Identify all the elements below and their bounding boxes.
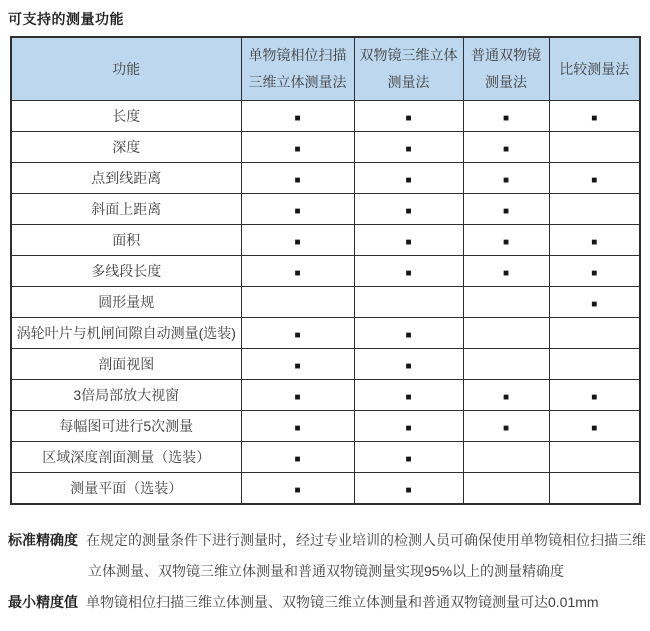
- support-mark-icon: ■: [502, 268, 510, 279]
- note-standard-accuracy-text-line1: 在规定的测量条件下进行测量时，经过专业培训的检测人员可确保使用单物镜相位扫描三维: [86, 532, 646, 548]
- support-mark-icon: ■: [294, 113, 301, 124]
- note-min-precision-label: 最小精度值: [8, 594, 78, 610]
- supported-cell: [549, 411, 640, 442]
- note-standard-accuracy-label: 标准精确度: [8, 532, 78, 548]
- support-mark-icon: ■: [405, 392, 412, 403]
- support-mark-icon: ■: [591, 175, 598, 186]
- unsupported-cell: [463, 473, 549, 505]
- function-label: 剖面视图: [11, 349, 241, 380]
- table-row: [11, 225, 640, 256]
- supported-cell: [463, 163, 549, 194]
- support-mark-icon: ■: [502, 237, 510, 248]
- function-label: 每幅图可进行5次测量: [11, 411, 241, 442]
- supported-cell: [549, 101, 640, 132]
- support-mark-icon: ■: [405, 268, 412, 279]
- supported-cell: [463, 225, 549, 256]
- supported-cell: [354, 473, 463, 505]
- column-header: 功能: [11, 37, 241, 101]
- supported-cell: [463, 380, 549, 411]
- unsupported-cell: [549, 132, 640, 163]
- measurement-functions-table: [10, 36, 641, 505]
- function-label: 点到线距离: [11, 163, 241, 194]
- function-label: 区域深度剖面测量（选装）: [11, 442, 241, 473]
- supported-cell: [463, 256, 549, 287]
- supported-cell: [241, 194, 354, 225]
- table-row: [11, 473, 640, 505]
- supported-cell: [354, 380, 463, 411]
- supported-cell: [354, 101, 463, 132]
- supported-cell: [549, 256, 640, 287]
- supported-cell: [241, 380, 354, 411]
- support-mark-icon: ■: [591, 392, 598, 403]
- supported-cell: [241, 256, 354, 287]
- support-mark-icon: ■: [294, 175, 301, 186]
- support-mark-icon: ■: [294, 392, 301, 403]
- unsupported-cell: [549, 318, 640, 349]
- unsupported-cell: [463, 349, 549, 380]
- note-min-precision: [8, 587, 650, 618]
- page-title: 可支持的测量功能: [8, 11, 124, 27]
- support-mark-icon: ■: [294, 144, 301, 155]
- support-mark-icon: ■: [405, 144, 412, 155]
- supported-cell: [354, 442, 463, 473]
- unsupported-cell: [549, 194, 640, 225]
- table-row: [11, 442, 640, 473]
- table-row: [11, 256, 640, 287]
- support-mark-icon: ■: [405, 237, 412, 248]
- unsupported-cell: [354, 287, 463, 318]
- note-min-precision-text: 单物镜相位扫描三维立体测量、双物镜三维立体测量和普通双物镜测量可达0.01mm: [86, 594, 599, 610]
- supported-cell: [354, 194, 463, 225]
- supported-cell: [549, 380, 640, 411]
- support-mark-icon: ■: [405, 361, 412, 372]
- column-header: 双物镜三维立体测量法: [354, 37, 463, 101]
- support-mark-icon: ■: [294, 206, 301, 217]
- unsupported-cell: [549, 473, 640, 505]
- supported-cell: [241, 349, 354, 380]
- support-mark-icon: ■: [502, 113, 510, 124]
- supported-cell: [463, 101, 549, 132]
- support-mark-icon: ■: [405, 206, 412, 217]
- support-mark-icon: ■: [294, 237, 301, 248]
- table-row: [11, 194, 640, 225]
- function-label: 斜面上距离: [11, 194, 241, 225]
- supported-cell: [549, 287, 640, 318]
- supported-cell: [463, 194, 549, 225]
- support-mark-icon: ■: [591, 113, 598, 124]
- table-row: [11, 411, 640, 442]
- support-mark-icon: ■: [502, 144, 510, 155]
- supported-cell: [354, 349, 463, 380]
- unsupported-cell: [549, 442, 640, 473]
- supported-cell: [241, 132, 354, 163]
- table-header-row: [11, 37, 640, 101]
- support-mark-icon: ■: [294, 423, 301, 434]
- column-header: 普通双物镜测量法: [463, 37, 549, 101]
- supported-cell: [354, 163, 463, 194]
- table-row: [11, 287, 640, 318]
- supported-cell: [241, 101, 354, 132]
- supported-cell: [241, 442, 354, 473]
- support-mark-icon: ■: [502, 175, 510, 186]
- supported-cell: [354, 132, 463, 163]
- support-mark-icon: ■: [502, 423, 510, 434]
- column-header: 单物镜相位扫描三维立体测量法: [241, 37, 354, 101]
- function-label: 3倍局部放大视窗: [11, 380, 241, 411]
- support-mark-icon: ■: [591, 268, 598, 279]
- supported-cell: [354, 256, 463, 287]
- table-row: [11, 132, 640, 163]
- note-standard-accuracy: [8, 525, 650, 556]
- function-label: 面积: [11, 225, 241, 256]
- supported-cell: [354, 318, 463, 349]
- supported-cell: [241, 411, 354, 442]
- support-mark-icon: ■: [294, 454, 301, 465]
- unsupported-cell: [549, 349, 640, 380]
- table-body: [11, 101, 640, 505]
- column-header: 比较测量法: [549, 37, 640, 101]
- support-mark-icon: ■: [294, 485, 301, 496]
- supported-cell: [463, 411, 549, 442]
- support-mark-icon: ■: [591, 423, 598, 434]
- support-mark-icon: ■: [591, 237, 598, 248]
- support-mark-icon: ■: [405, 175, 412, 186]
- support-mark-icon: ■: [405, 485, 412, 496]
- unsupported-cell: [463, 442, 549, 473]
- supported-cell: [241, 163, 354, 194]
- support-mark-icon: ■: [502, 392, 510, 403]
- support-mark-icon: ■: [294, 330, 301, 341]
- support-mark-icon: ■: [405, 454, 412, 465]
- support-mark-icon: ■: [405, 113, 412, 124]
- unsupported-cell: [463, 287, 549, 318]
- function-label: 涡轮叶片与机闸间隙自动测量(选装): [11, 318, 241, 349]
- table-row: [11, 101, 640, 132]
- table-row: [11, 380, 640, 411]
- supported-cell: [241, 318, 354, 349]
- support-mark-icon: ■: [405, 423, 412, 434]
- supported-cell: [241, 473, 354, 505]
- function-label: 多线段长度: [11, 256, 241, 287]
- supported-cell: [549, 225, 640, 256]
- unsupported-cell: [463, 318, 549, 349]
- footnotes: [8, 525, 650, 618]
- note-standard-accuracy-text-line2: 立体测量、双物镜三维立体测量和普通双物镜测量实现95%以上的测量精确度: [88, 563, 565, 579]
- support-mark-icon: ■: [502, 206, 510, 217]
- support-mark-icon: ■: [294, 361, 301, 372]
- support-mark-icon: ■: [591, 299, 598, 310]
- supported-cell: [549, 163, 640, 194]
- function-label: 深度: [11, 132, 241, 163]
- table-row: [11, 349, 640, 380]
- supported-cell: [354, 411, 463, 442]
- function-label: 测量平面（选装）: [11, 473, 241, 505]
- supported-cell: [463, 132, 549, 163]
- supported-cell: [241, 225, 354, 256]
- supported-cell: [354, 225, 463, 256]
- support-mark-icon: ■: [405, 330, 412, 341]
- support-mark-icon: ■: [294, 268, 301, 279]
- table-row: [11, 163, 640, 194]
- table-row: [11, 318, 640, 349]
- unsupported-cell: [241, 287, 354, 318]
- function-label: 圆形量规: [11, 287, 241, 318]
- function-label: 长度: [11, 101, 241, 132]
